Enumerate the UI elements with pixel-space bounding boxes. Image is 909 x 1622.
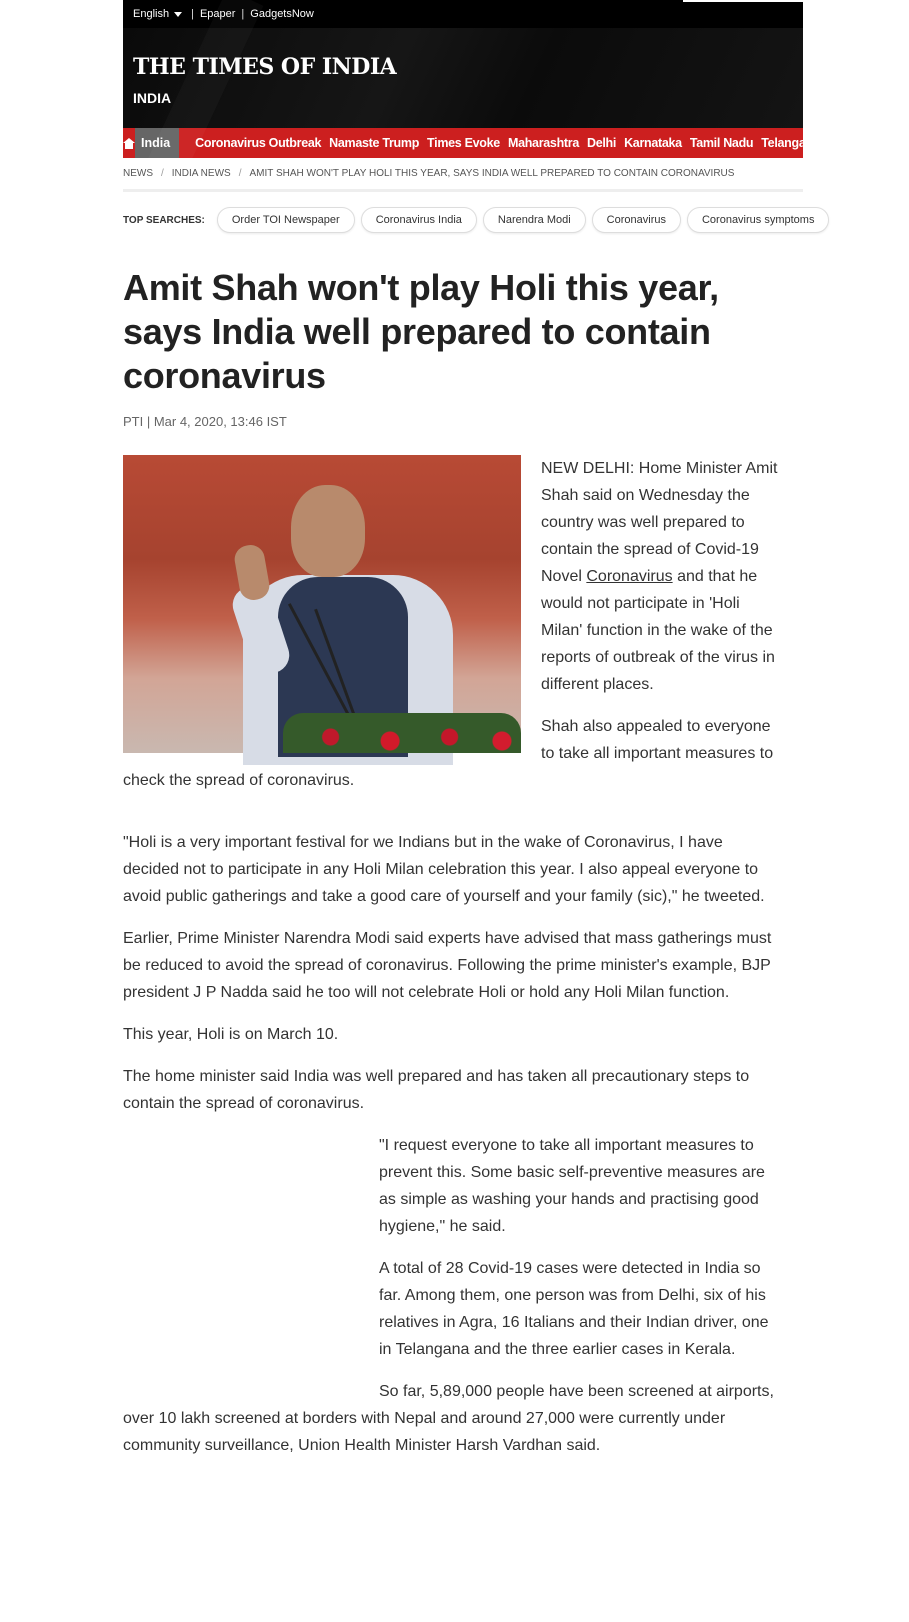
- nav-item-times-evoke[interactable]: Times Evoke: [427, 136, 500, 150]
- paragraph: "Holi is a very important festival for we Indians but in the wake of Coronavirus, I have decided not to participate in any Holi Milan celebration this year. I also appeal everyone to avoid public gatherings and take a good care of yourself and your family (sic)," he tweeted.: [123, 834, 765, 905]
- top-searches: [123, 192, 815, 248]
- article-headline: Amit Shah won't play Holi this year, says India well prepared to contain coronavirus: [123, 267, 719, 396]
- search-chip[interactable]: Coronavirus symptoms: [687, 207, 829, 233]
- nav-item-india[interactable]: India: [135, 128, 179, 158]
- language-selector[interactable]: [133, 8, 191, 20]
- breadcrumb-news[interactable]: NEWS: [123, 168, 153, 179]
- search-chip[interactable]: Coronavirus India: [361, 207, 477, 233]
- breadcrumb-india-news[interactable]: INDIA NEWS: [171, 168, 231, 179]
- breadcrumb-current: AMIT SHAH WON'T PLAY HOLI THIS YEAR, SAYS INDIA WELL PREPARED TO CONTAIN CORONAVIRUS: [249, 168, 735, 179]
- nav-item-telangana[interactable]: Telangana: [761, 136, 820, 150]
- nav-item-maharashtra[interactable]: Maharashtra: [507, 136, 579, 150]
- search-chip[interactable]: Coronavirus: [592, 207, 681, 233]
- nav-item-karnataka[interactable]: Karnataka: [624, 136, 682, 150]
- nav-item-tamil-nadu[interactable]: Tamil Nadu: [689, 136, 754, 150]
- paragraph: This year, Holi is on March 10.: [123, 1026, 339, 1043]
- coronavirus-link[interactable]: Coronavirus: [586, 568, 673, 585]
- search-chip[interactable]: Order TOI Newspaper: [217, 207, 355, 233]
- page: [123, 0, 820, 1474]
- paragraph: "I request everyone to take all important measures to prevent this. Some basic self-preventive measures are as simple as washing your hands and practising good hygiene," he said.: [379, 1137, 765, 1235]
- epaper-link[interactable]: Epaper: [199, 8, 236, 20]
- paragraph: NEW DELHI: Home Minister Amit Shah said on Wednesday the country was well prepared to contain the spread of Covid-19 Novel Coronavirus and that he would not participate in 'Holi Milan' function in the wake of the reports of outbreak of the virus in different places.: [541, 460, 778, 693]
- section-title[interactable]: INDIA: [133, 90, 172, 106]
- paragraph: Shah also appealed to everyone to take all important measures to check the spread of coronavirus.: [123, 718, 774, 789]
- article-body: [123, 455, 783, 1474]
- search-chip[interactable]: Narendra Modi: [483, 207, 586, 233]
- main-nav: [123, 128, 820, 158]
- paragraph: Earlier, Prime Minister Narendra Modi said experts have advised that mass gatherings must be reduced to avoid the spread of coronavirus. Following the prime minister's example, BJP president J P Nadda said he too will not celebrate Holi or hold any Holi Milan function.: [123, 930, 772, 1001]
- nav-item-namaste-trump[interactable]: Namaste Trump: [329, 136, 420, 150]
- nav-home[interactable]: [123, 128, 135, 158]
- article-photo[interactable]: [123, 455, 521, 753]
- masthead: [123, 28, 803, 128]
- gadgetsnow-link[interactable]: GadgetsNow: [250, 8, 314, 20]
- top-bar: English | Epaper | GadgetsNow: [123, 0, 803, 28]
- article-byline: PTI | Mar 4, 2020, 13:46 IST: [123, 414, 287, 429]
- caret-down-icon: [174, 12, 182, 17]
- nav-item-delhi[interactable]: Delhi: [587, 136, 617, 150]
- breadcrumb: NEWS / INDIA NEWS / AMIT SHAH WON'T PLAY HOLI THIS YEAR, SAYS INDIA WELL PREPARED TO CONTAIN CORONAVIRUS: [123, 158, 803, 192]
- nav-item-coronavirus-outbreak[interactable]: Coronavirus Outbreak: [195, 136, 322, 150]
- paragraph: The home minister said India was well prepared and has taken all precautionary steps to contain the spread of coronavirus.: [123, 1068, 750, 1112]
- paragraph: A total of 28 Covid-19 cases were detected in India so far. Among them, one person was from Delhi, six of his relatives in Agra, 16 Italians and their Indian driver, one in Telangana and the three earlier cases in Kerala.: [379, 1260, 769, 1358]
- home-icon: [123, 138, 135, 149]
- site-logo[interactable]: THE TIMES OF INDIA: [133, 54, 397, 80]
- top-searches-label: TOP SEARCHES:: [123, 214, 205, 226]
- paragraph: So far, 5,89,000 people have been screened at airports, over 10 lakh screened at borders with Nepal and around 27,000 were currently under community surveillance, Union Health Minister Harsh Vardhan said.: [123, 1383, 774, 1454]
- ad-placeholder: [123, 1132, 379, 1382]
- language-label: English: [133, 8, 170, 20]
